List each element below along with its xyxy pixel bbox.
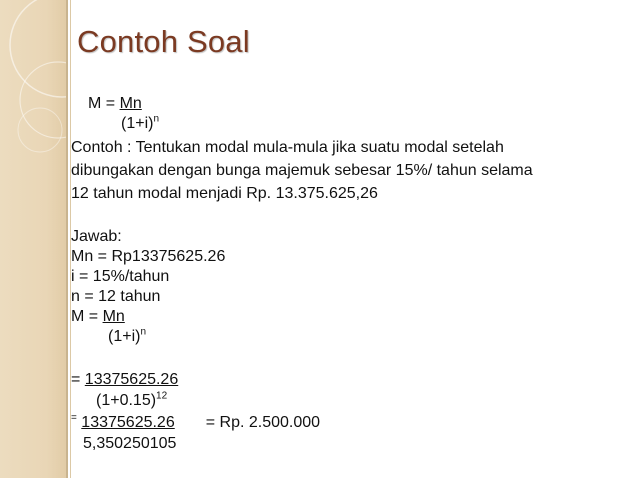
answer-formula-denominator: (1+i) (108, 328, 141, 345)
answer-formula-lhs: M = (71, 308, 103, 325)
step1-prefix: = (71, 371, 85, 388)
step1-numerator-line (71, 370, 178, 389)
step2-line (71, 413, 320, 432)
given-n: n = 12 tahun (71, 288, 161, 305)
formula-top-numerator-line (88, 94, 142, 113)
decorative-circle-small (18, 108, 62, 152)
problem-line-1: Contoh : Tentukan modal mula-mula jika suatu modal setelah (71, 139, 504, 156)
step1-exponent: 12 (156, 390, 168, 402)
formula-top-denominator-line (121, 114, 159, 133)
slide-title: Contoh Soal (77, 24, 250, 59)
answer-formula-exponent: n (140, 326, 147, 338)
formula-top-lhs: M = (88, 95, 120, 112)
answer-heading: Jawab: (71, 228, 122, 245)
answer-formula-numerator: Mn (102, 308, 125, 325)
given-mn: Mn = Rp13375625.26 (71, 248, 226, 265)
step2-denominator: 5,350250105 (83, 435, 177, 452)
step1-denominator-line (96, 391, 167, 410)
band-stripe (66, 0, 68, 478)
step2-prefix: = (71, 412, 77, 424)
formula-top-exponent: n (153, 113, 160, 125)
formula-top-denominator: (1+i) (121, 115, 154, 132)
step1-denominator: (1+0.15) (96, 392, 157, 409)
problem-line-3: 12 tahun modal menjadi Rp. 13.375.625,26 (71, 185, 378, 202)
formula-top-numerator: Mn (119, 95, 142, 112)
answer-formula-numerator-line (71, 307, 125, 326)
problem-line-2: dibungakan dengan bunga majemuk sebesar 15%/ tahun selama (71, 162, 533, 179)
given-i: i = 15%/tahun (71, 268, 170, 285)
step2-result: = Rp. 2.500.000 (201, 414, 321, 431)
step1-numerator: 13375625.26 (84, 371, 179, 388)
step2-numerator: 13375625.26 (81, 414, 175, 431)
answer-formula-denominator-line (108, 327, 146, 346)
decorative-circle-mid (20, 62, 96, 138)
